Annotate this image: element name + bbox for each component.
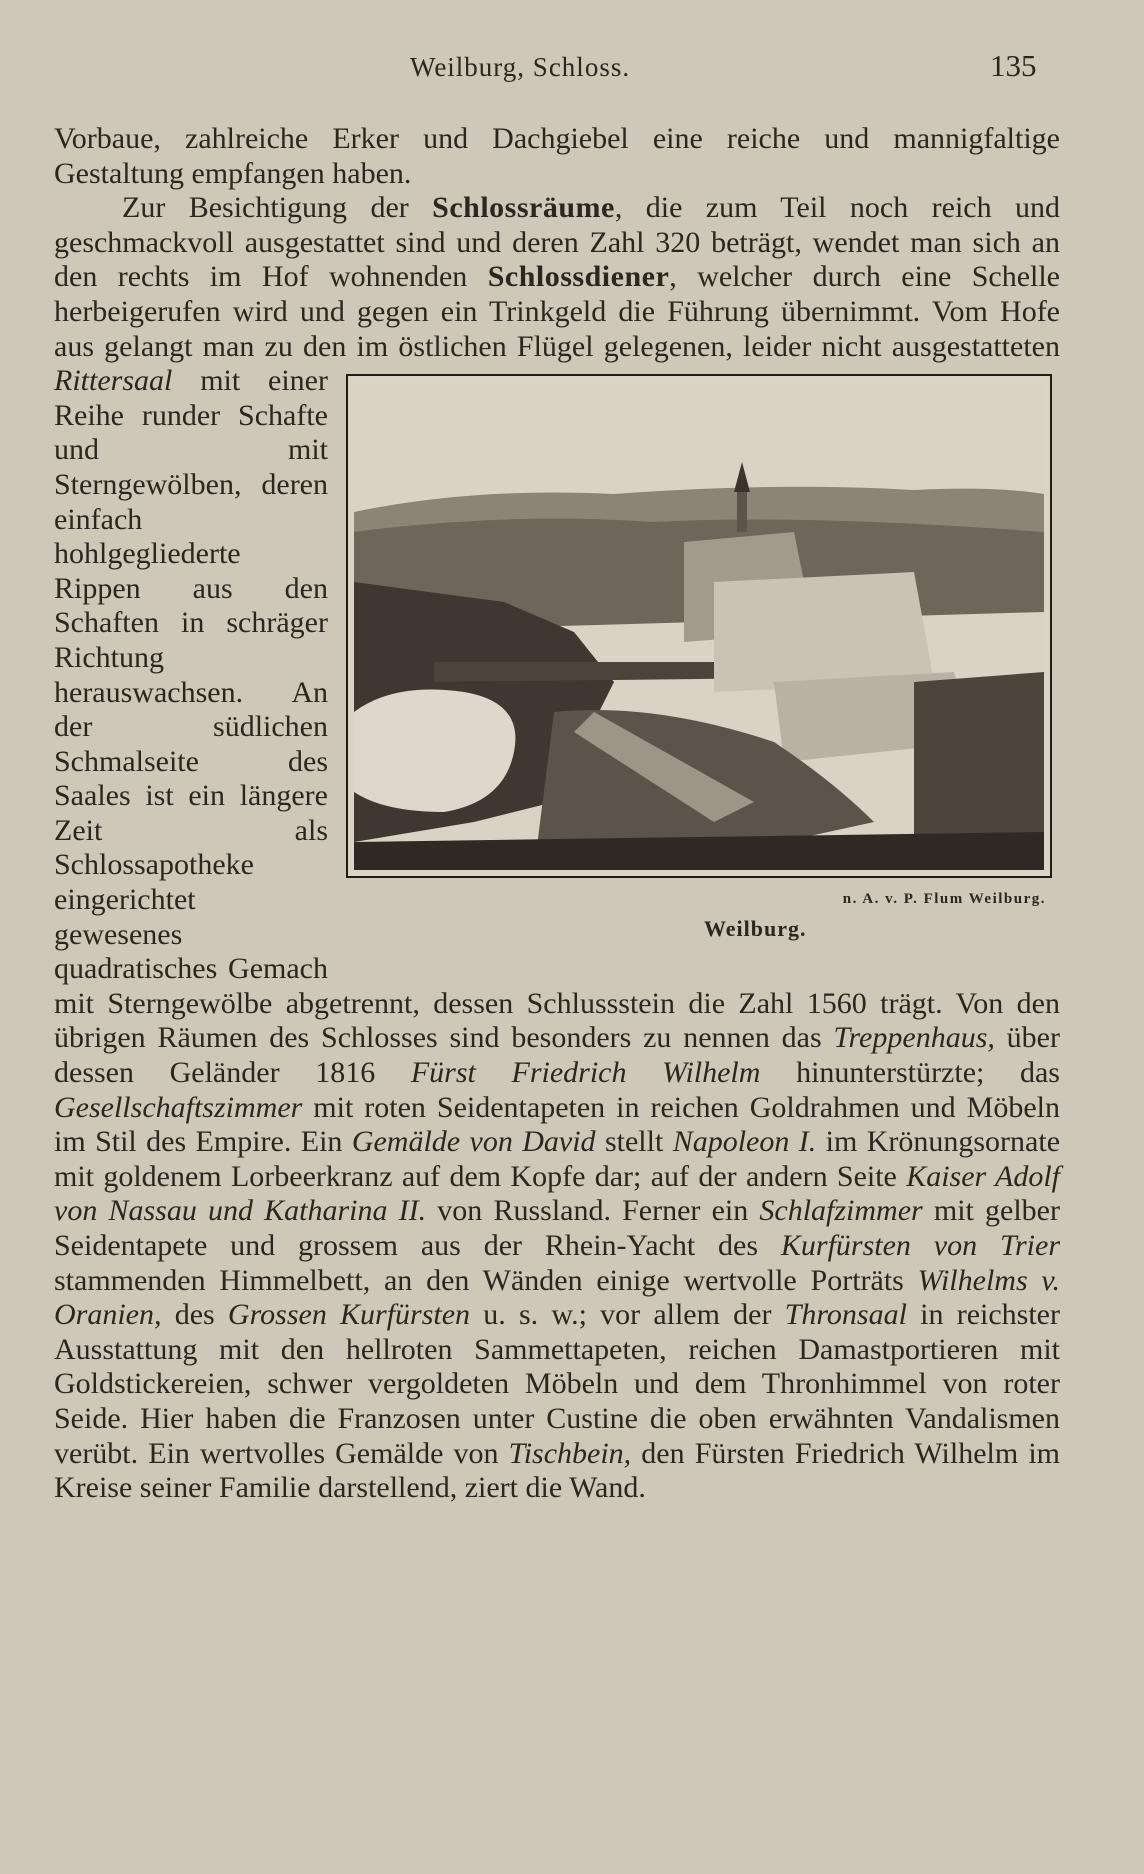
paragraph-2 <box>54 191 1060 1506</box>
text-run: hinunterstürzte; das <box>760 1056 1060 1090</box>
text-run: mit gelber Seidentapete und grossem aus der Rhein-Yacht des <box>54 1194 1060 1262</box>
text-run: den Fürsten Friedrich Wilhelm im Kreise seiner Familie darstellend, ziert die Wand. <box>54 1436 1060 1505</box>
photo-credit: n. A. v. P. Flum Weilburg. <box>842 891 1046 908</box>
page-header <box>0 48 1144 92</box>
italic-thronsaal: Thronsaal <box>784 1298 907 1332</box>
text-run: u. s. w.; vor allem der <box>470 1298 785 1332</box>
text-run: , welcher durch eine Schelle herbeigerufen wird und gegen ein Trinkgeld die Führung übernimmt. Vom Hofe aus gelangt man zu den im östlichen Flügel gelegenen, leider nicht ausgestatteten <box>54 260 1060 363</box>
page-number: 135 <box>990 48 1037 83</box>
text-run: von Russland. Ferner ein <box>426 1194 760 1228</box>
italic-gemaelde: Gemälde von David <box>351 1125 596 1159</box>
text-run: über dessen Geländer 1816 <box>54 1021 1060 1090</box>
figure-caption: Weilburg. <box>704 916 807 942</box>
italic-schlafzimmer: Schlafzimmer <box>759 1194 923 1228</box>
italic-treppenhaus: Treppenhaus, <box>833 1021 995 1055</box>
text-run: stellt <box>595 1125 673 1159</box>
paragraph-1: Vorbaue, zahlreiche Erker und Dachgiebel eine reiche und mannigfaltige Gestaltung empfangen haben. <box>54 122 1060 190</box>
text-run: im Krönungsornate mit goldenem Lorbeerkranz auf dem Kopfe dar; auf der andern Seite <box>54 1125 1061 1193</box>
text-run: mit einer Reihe runder Schafte und mit Sterngewölben, deren einfach hohlgegliederte Rippen aus den Schaften in schräger Richtung herauswachsen. An der südlichen Schmalseite des Saales ist ein längere Zeit als Schlossapotheke eingerichtet gewesenes quadratisches Gemach mit Sterngewölbe abgetrennt, dessen Schlussstein die Zahl 1560 trägt. Von den übrigen Räumen des Schlosses sind besonders zu nennen das <box>54 364 1060 1055</box>
italic-grossen-kurfuersten: Grossen Kurfürsten <box>227 1298 471 1332</box>
photo-frame <box>346 374 1052 878</box>
text-run: stammenden Himmelbett, an den Wänden einige wertvolle Porträts <box>54 1263 918 1297</box>
town-photo-illustration <box>354 382 1044 870</box>
figure <box>346 374 1060 984</box>
emphasis-schlossdiener: Schlossdiener <box>487 260 670 294</box>
italic-gesellschaftszimmer: Gesellschaftszimmer <box>54 1090 303 1124</box>
body-text <box>54 122 1060 1506</box>
text-run: Zur Besichtigung der <box>122 191 433 225</box>
text-run: in reichster Ausstattung mit den hellroten Sammettapeten, reichen Damastportieren mit Goldstickereien, schwer vergoldeten Möbeln und dem Thronhimmel von roter Seide. Hier haben die Franzosen unter Custine die oben erwähnten Vandalismen verübt. Ein wertvolles Gemälde von <box>54 1298 1060 1470</box>
italic-tischbein: Tischbein, <box>508 1436 632 1470</box>
italic-kaiser: Kaiser Adolf von Nassau und Katharina II. <box>54 1159 1060 1228</box>
italic-rittersaal: Rittersaal <box>54 364 173 398</box>
text-run: des <box>161 1298 228 1332</box>
text-run: mit roten Seidentapeten in reichen Goldrahmen und Möbeln im Stil des Empire. Ein <box>54 1090 1060 1159</box>
text-run: , die zum Teil noch reich und geschmackvoll ausgestattet sind und deren Zahl 320 beträgt, wendet man sich an den rechts im Hof wohnenden <box>54 191 1060 294</box>
running-title: Weilburg, Schloss. <box>410 52 631 82</box>
italic-fuerst: Fürst Friedrich Wilhelm <box>410 1056 761 1090</box>
italic-wilhelms: Wilhelms v. Oranien, <box>54 1263 1060 1332</box>
emphasis-schlossraeume: Schlossräume <box>432 191 615 225</box>
italic-kurfuersten: Kurfürsten von Trier <box>780 1229 1060 1262</box>
italic-napoleon: Napoleon I. <box>672 1125 817 1159</box>
